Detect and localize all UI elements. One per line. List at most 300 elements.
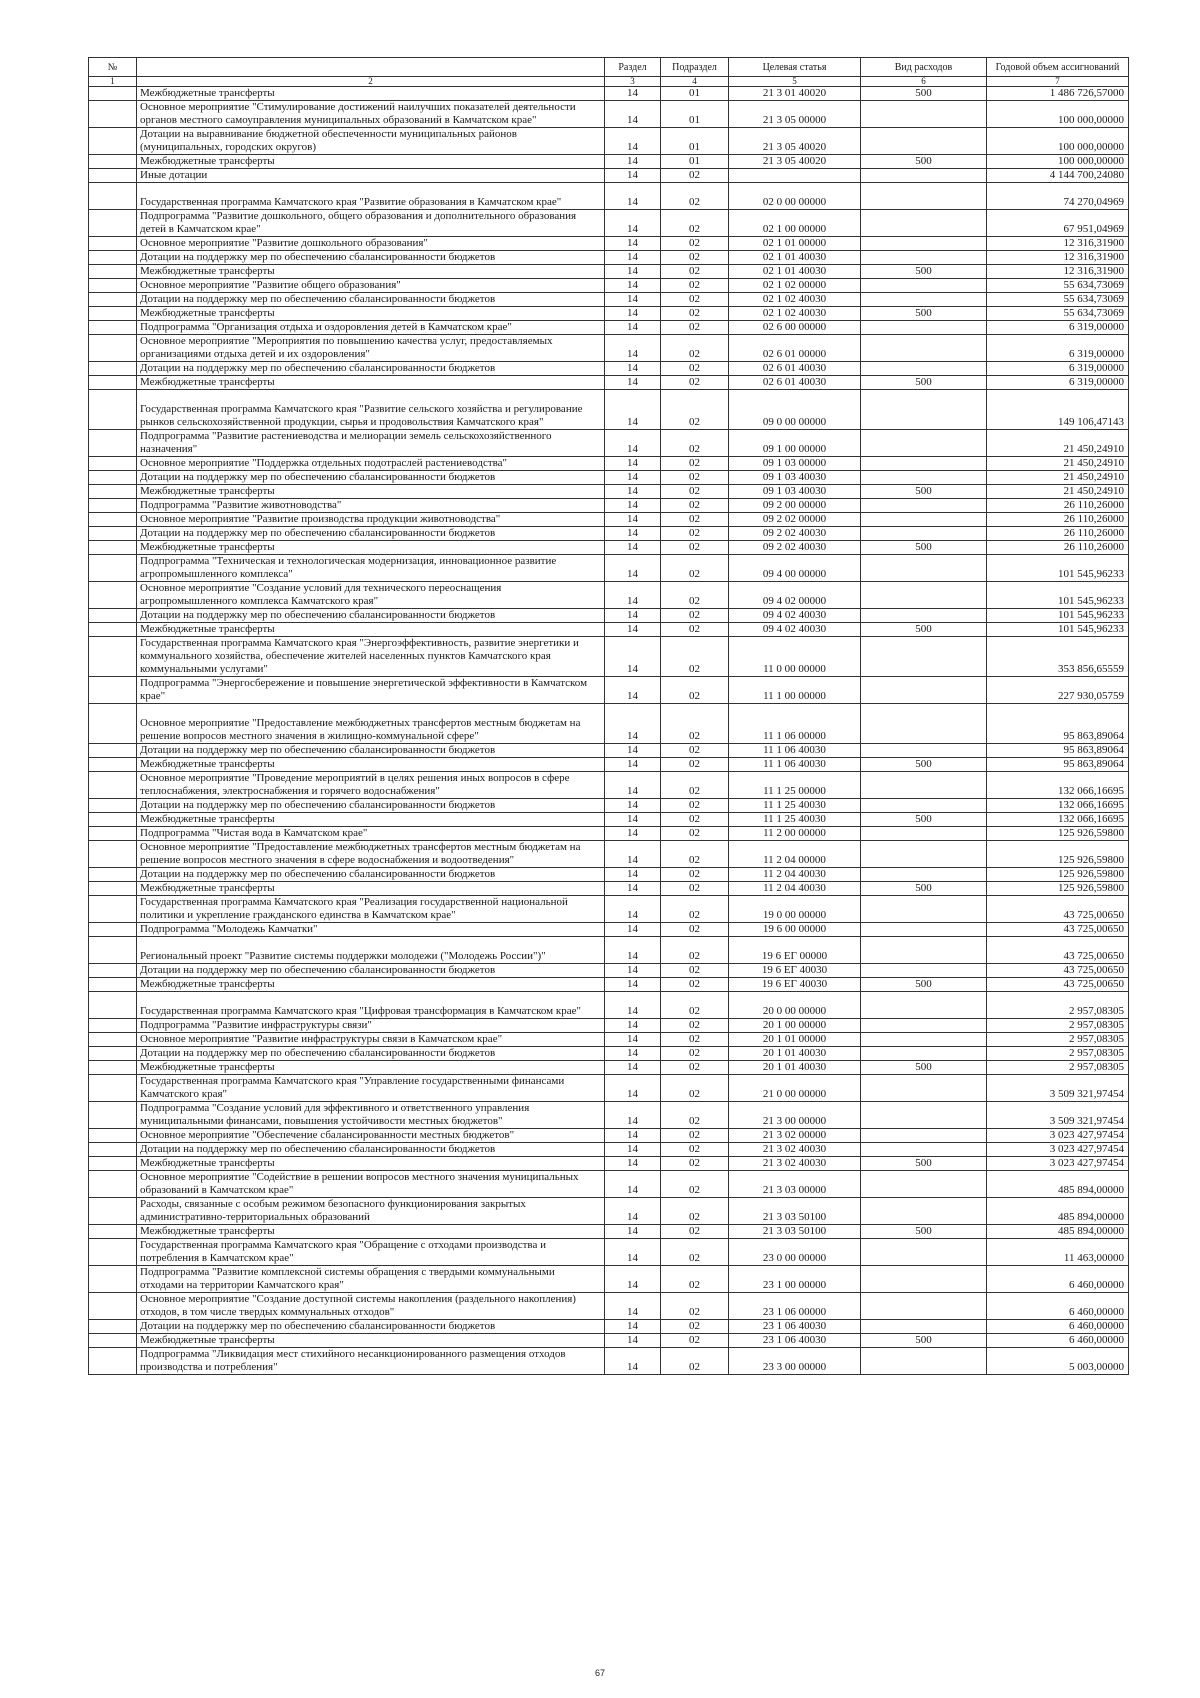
cell-amount: 2 957,08305 — [987, 1019, 1129, 1033]
cell-razdel: 14 — [605, 87, 661, 101]
cell-num — [89, 183, 137, 210]
table-row — [89, 623, 1129, 637]
cell-vid — [861, 513, 987, 527]
cell-amount: 3 023 427,97454 — [987, 1143, 1129, 1157]
cell-podrazdel: 02 — [661, 1075, 729, 1102]
table-row — [89, 390, 1129, 430]
cell-podrazdel: 02 — [661, 896, 729, 923]
cell-razdel: 14 — [605, 390, 661, 430]
cell-podrazdel: 02 — [661, 1348, 729, 1375]
cell-num — [89, 799, 137, 813]
cell-num — [89, 992, 137, 1019]
cell-podrazdel: 02 — [661, 637, 729, 677]
cell-podrazdel: 02 — [661, 1320, 729, 1334]
header-row — [89, 58, 1129, 77]
table-row — [89, 457, 1129, 471]
cell-num — [89, 279, 137, 293]
cell-razdel: 14 — [605, 293, 661, 307]
cell-razdel: 14 — [605, 251, 661, 265]
cell-name: Основное мероприятие "Стимулирование достижений наилучших показателей деятельности органов местного самоуправления муниципальных образований в Камчатском крае" — [137, 101, 605, 128]
cell-num — [89, 1293, 137, 1320]
cell-name: Дотации на поддержку мер по обеспечению сбалансированности бюджетов — [137, 799, 605, 813]
cell-podrazdel: 02 — [661, 376, 729, 390]
cell-razdel: 14 — [605, 169, 661, 183]
cell-celevaya: 02 1 02 00000 — [729, 279, 861, 293]
cell-podrazdel: 02 — [661, 1266, 729, 1293]
cell-amount: 2 957,08305 — [987, 1033, 1129, 1047]
cell-vid — [861, 457, 987, 471]
table-row — [89, 362, 1129, 376]
cell-celevaya: 09 2 02 00000 — [729, 513, 861, 527]
cell-num — [89, 362, 137, 376]
cell-razdel: 14 — [605, 758, 661, 772]
cell-razdel: 14 — [605, 704, 661, 744]
cell-podrazdel: 02 — [661, 1019, 729, 1033]
cell-podrazdel: 02 — [661, 169, 729, 183]
cell-celevaya: 23 1 06 40030 — [729, 1320, 861, 1334]
cell-celevaya: 23 1 00 00000 — [729, 1266, 861, 1293]
cell-num — [89, 882, 137, 896]
table-row — [89, 293, 1129, 307]
table-row — [89, 1266, 1129, 1293]
cell-amount: 55 634,73069 — [987, 293, 1129, 307]
cell-amount: 43 725,00650 — [987, 964, 1129, 978]
cell-razdel: 14 — [605, 923, 661, 937]
cell-amount: 6 460,00000 — [987, 1320, 1129, 1334]
cell-celevaya: 20 1 01 40030 — [729, 1061, 861, 1075]
cell-razdel: 14 — [605, 799, 661, 813]
cell-num — [89, 758, 137, 772]
cell-amount: 1 486 726,57000 — [987, 87, 1129, 101]
cell-razdel: 14 — [605, 555, 661, 582]
cell-razdel: 14 — [605, 1033, 661, 1047]
cell-name: Межбюджетные трансферты — [137, 623, 605, 637]
cell-razdel: 14 — [605, 1239, 661, 1266]
cell-amount: 132 066,16695 — [987, 799, 1129, 813]
table-row — [89, 992, 1129, 1019]
cell-num — [89, 265, 137, 279]
table-row — [89, 541, 1129, 555]
cell-num — [89, 923, 137, 937]
cell-num — [89, 210, 137, 237]
header-number-7: 7 — [987, 77, 1129, 87]
cell-amount: 101 545,96233 — [987, 555, 1129, 582]
cell-podrazdel: 02 — [661, 978, 729, 992]
cell-razdel: 14 — [605, 335, 661, 362]
table-row — [89, 1348, 1129, 1375]
table-row — [89, 637, 1129, 677]
table-row — [89, 868, 1129, 882]
table-row — [89, 430, 1129, 457]
cell-num — [89, 896, 137, 923]
cell-amount: 55 634,73069 — [987, 279, 1129, 293]
cell-razdel: 14 — [605, 937, 661, 964]
cell-podrazdel: 02 — [661, 992, 729, 1019]
cell-vid — [861, 1293, 987, 1320]
cell-amount: 227 930,05759 — [987, 677, 1129, 704]
cell-amount: 101 545,96233 — [987, 609, 1129, 623]
table-row — [89, 513, 1129, 527]
cell-num — [89, 155, 137, 169]
cell-podrazdel: 02 — [661, 362, 729, 376]
table-row — [89, 307, 1129, 321]
cell-celevaya: 19 0 00 00000 — [729, 896, 861, 923]
cell-name: Межбюджетные трансферты — [137, 1334, 605, 1348]
table-row — [89, 1239, 1129, 1266]
header-number-5: 5 — [729, 77, 861, 87]
cell-num — [89, 251, 137, 265]
cell-vid — [861, 293, 987, 307]
cell-vid — [861, 744, 987, 758]
cell-vid — [861, 704, 987, 744]
cell-razdel: 14 — [605, 882, 661, 896]
cell-podrazdel: 02 — [661, 964, 729, 978]
cell-name: Подпрограмма "Развитие растениеводства и мелиорации земель сельскохозяйственного назначения" — [137, 430, 605, 457]
cell-name: Государственная программа Камчатского края "Управление государственными финансами Камчатского края" — [137, 1075, 605, 1102]
cell-podrazdel: 01 — [661, 128, 729, 155]
header-celevaya: Целевая статья — [729, 58, 861, 77]
cell-vid — [861, 609, 987, 623]
cell-vid — [861, 1198, 987, 1225]
cell-num — [89, 1239, 137, 1266]
cell-razdel: 14 — [605, 1061, 661, 1075]
cell-podrazdel: 02 — [661, 541, 729, 555]
page-number: 67 — [594, 1668, 605, 1678]
cell-celevaya: 09 1 00 00000 — [729, 430, 861, 457]
cell-num — [89, 1334, 137, 1348]
cell-vid — [861, 210, 987, 237]
cell-razdel: 14 — [605, 362, 661, 376]
header-number-1: 1 — [89, 77, 137, 87]
cell-num — [89, 1348, 137, 1375]
cell-name: Основное мероприятие "Развитие общего образования" — [137, 279, 605, 293]
cell-vid — [861, 1266, 987, 1293]
cell-celevaya: 23 3 00 00000 — [729, 1348, 861, 1375]
cell-celevaya: 11 1 25 40030 — [729, 799, 861, 813]
cell-celevaya: 19 6 ЕГ 00000 — [729, 937, 861, 964]
cell-vid — [861, 183, 987, 210]
cell-celevaya: 02 6 01 40030 — [729, 376, 861, 390]
cell-celevaya: 11 1 00 00000 — [729, 677, 861, 704]
cell-num — [89, 744, 137, 758]
cell-num — [89, 499, 137, 513]
cell-podrazdel: 02 — [661, 307, 729, 321]
cell-celevaya: 09 2 00 00000 — [729, 499, 861, 513]
cell-vid — [861, 1075, 987, 1102]
cell-num — [89, 772, 137, 799]
cell-amount: 21 450,24910 — [987, 485, 1129, 499]
cell-celevaya: 11 2 04 40030 — [729, 882, 861, 896]
cell-amount: 6 319,00000 — [987, 335, 1129, 362]
cell-vid — [861, 637, 987, 677]
cell-num — [89, 582, 137, 609]
cell-name: Межбюджетные трансферты — [137, 376, 605, 390]
cell-razdel: 14 — [605, 1334, 661, 1348]
cell-num — [89, 677, 137, 704]
cell-name: Дотации на поддержку мер по обеспечению сбалансированности бюджетов — [137, 964, 605, 978]
cell-amount: 100 000,00000 — [987, 101, 1129, 128]
cell-podrazdel: 02 — [661, 430, 729, 457]
cell-num — [89, 704, 137, 744]
cell-name: Дотации на поддержку мер по обеспечению сбалансированности бюджетов — [137, 868, 605, 882]
cell-name: Основное мероприятие "Развитие инфраструктуры связи в Камчатском крае" — [137, 1033, 605, 1047]
cell-name: Подпрограмма "Развитие комплексной системы обращения с твердыми коммунальными отходами на территории Камчатского края" — [137, 1266, 605, 1293]
table-row — [89, 1047, 1129, 1061]
table-row — [89, 169, 1129, 183]
cell-celevaya — [729, 169, 861, 183]
cell-name: Государственная программа Камчатского края "Реализация государственной национальной политики и укрепление гражданского единства в Камчатском крае" — [137, 896, 605, 923]
cell-amount: 43 725,00650 — [987, 896, 1129, 923]
cell-podrazdel: 02 — [661, 210, 729, 237]
cell-vid: 500 — [861, 307, 987, 321]
table-row — [89, 321, 1129, 335]
cell-name: Дотации на поддержку мер по обеспечению сбалансированности бюджетов — [137, 251, 605, 265]
cell-razdel: 14 — [605, 744, 661, 758]
cell-amount: 21 450,24910 — [987, 430, 1129, 457]
cell-vid: 500 — [861, 265, 987, 279]
cell-num — [89, 555, 137, 582]
table-row — [89, 1334, 1129, 1348]
cell-num — [89, 637, 137, 677]
cell-celevaya: 19 6 ЕГ 40030 — [729, 978, 861, 992]
cell-name: Основное мероприятие "Развитие производства продукции животноводства" — [137, 513, 605, 527]
cell-name: Государственная программа Камчатского края "Развитие сельского хозяйства и регулирование рынков сельскохозяйственной продукции, сырья и продовольствия Камчатского края" — [137, 390, 605, 430]
table-row — [89, 677, 1129, 704]
cell-razdel: 14 — [605, 237, 661, 251]
cell-razdel: 14 — [605, 155, 661, 169]
cell-amount: 100 000,00000 — [987, 155, 1129, 169]
cell-razdel: 14 — [605, 1143, 661, 1157]
cell-vid — [861, 1143, 987, 1157]
cell-amount: 125 926,59800 — [987, 841, 1129, 868]
cell-celevaya: 02 6 01 00000 — [729, 335, 861, 362]
cell-vid: 500 — [861, 623, 987, 637]
cell-amount: 26 110,26000 — [987, 513, 1129, 527]
cell-razdel: 14 — [605, 1171, 661, 1198]
cell-num — [89, 376, 137, 390]
cell-celevaya: 21 3 02 40030 — [729, 1143, 861, 1157]
cell-vid — [861, 1129, 987, 1143]
cell-celevaya: 23 1 06 00000 — [729, 1293, 861, 1320]
cell-razdel: 14 — [605, 321, 661, 335]
cell-podrazdel: 01 — [661, 155, 729, 169]
cell-name: Подпрограмма "Организация отдыха и оздоровления детей в Камчатском крае" — [137, 321, 605, 335]
cell-celevaya: 21 3 02 00000 — [729, 1129, 861, 1143]
cell-vid — [861, 169, 987, 183]
cell-name: Государственная программа Камчатского края "Обращение с отходами производства и потребления в Камчатском крае" — [137, 1239, 605, 1266]
cell-num — [89, 335, 137, 362]
cell-vid — [861, 1047, 987, 1061]
cell-razdel: 14 — [605, 513, 661, 527]
cell-razdel: 14 — [605, 1075, 661, 1102]
cell-podrazdel: 02 — [661, 485, 729, 499]
cell-vid: 500 — [861, 1334, 987, 1348]
cell-celevaya: 21 3 01 40020 — [729, 87, 861, 101]
cell-podrazdel: 02 — [661, 265, 729, 279]
cell-num — [89, 541, 137, 555]
cell-podrazdel: 02 — [661, 1129, 729, 1143]
cell-name: Основное мероприятие "Развитие дошкольного образования" — [137, 237, 605, 251]
cell-razdel: 14 — [605, 471, 661, 485]
cell-razdel: 14 — [605, 457, 661, 471]
cell-amount: 6 460,00000 — [987, 1266, 1129, 1293]
cell-celevaya: 09 0 00 00000 — [729, 390, 861, 430]
cell-celevaya: 02 0 00 00000 — [729, 183, 861, 210]
cell-vid — [861, 279, 987, 293]
cell-celevaya: 21 3 05 00000 — [729, 101, 861, 128]
cell-razdel: 14 — [605, 1266, 661, 1293]
cell-num — [89, 237, 137, 251]
table-row — [89, 101, 1129, 128]
cell-razdel: 14 — [605, 609, 661, 623]
table-row — [89, 582, 1129, 609]
cell-podrazdel: 02 — [661, 1102, 729, 1129]
cell-vid: 500 — [861, 758, 987, 772]
cell-celevaya: 19 6 00 00000 — [729, 923, 861, 937]
header-number-2: 2 — [137, 77, 605, 87]
cell-celevaya: 11 2 00 00000 — [729, 827, 861, 841]
cell-razdel: 14 — [605, 430, 661, 457]
cell-name: Дотации на поддержку мер по обеспечению сбалансированности бюджетов — [137, 293, 605, 307]
table-row — [89, 155, 1129, 169]
cell-name: Межбюджетные трансферты — [137, 758, 605, 772]
cell-celevaya: 09 1 03 00000 — [729, 457, 861, 471]
cell-name: Государственная программа Камчатского края "Развитие образования в Камчатском крае" — [137, 183, 605, 210]
cell-vid: 500 — [861, 155, 987, 169]
cell-vid — [861, 964, 987, 978]
cell-amount: 43 725,00650 — [987, 937, 1129, 964]
cell-celevaya: 11 2 04 40030 — [729, 868, 861, 882]
cell-podrazdel: 02 — [661, 937, 729, 964]
cell-amount: 485 894,00000 — [987, 1171, 1129, 1198]
cell-podrazdel: 02 — [661, 1334, 729, 1348]
cell-amount: 43 725,00650 — [987, 978, 1129, 992]
cell-vid: 500 — [861, 1157, 987, 1171]
cell-razdel: 14 — [605, 841, 661, 868]
cell-razdel: 14 — [605, 637, 661, 677]
cell-razdel: 14 — [605, 279, 661, 293]
cell-vid — [861, 471, 987, 485]
cell-celevaya: 02 6 01 40030 — [729, 362, 861, 376]
cell-vid — [861, 677, 987, 704]
cell-celevaya: 23 0 00 00000 — [729, 1239, 861, 1266]
cell-razdel: 14 — [605, 1129, 661, 1143]
cell-celevaya: 11 1 25 00000 — [729, 772, 861, 799]
cell-name: Подпрограмма "Молодежь Камчатки" — [137, 923, 605, 937]
cell-name: Основное мероприятие "Проведение мероприятий в целях решения иных вопросов в сфере теплоснабжения, электроснабжения и горячего водоснабжения" — [137, 772, 605, 799]
cell-amount: 125 926,59800 — [987, 827, 1129, 841]
table-row — [89, 1033, 1129, 1047]
cell-razdel: 14 — [605, 1157, 661, 1171]
cell-name: Основное мероприятие "Предоставление межбюджетных трансфертов местным бюджетам на решение вопросов местного значения в сфере водоснабжения и водоотведения" — [137, 841, 605, 868]
table-row — [89, 1061, 1129, 1075]
cell-podrazdel: 02 — [661, 1239, 729, 1266]
cell-podrazdel: 02 — [661, 471, 729, 485]
cell-vid — [861, 101, 987, 128]
table-row — [89, 555, 1129, 582]
table-row — [89, 335, 1129, 362]
cell-vid — [861, 321, 987, 335]
cell-podrazdel: 02 — [661, 841, 729, 868]
cell-amount: 2 957,08305 — [987, 992, 1129, 1019]
cell-razdel: 14 — [605, 772, 661, 799]
cell-vid — [861, 237, 987, 251]
cell-vid — [861, 499, 987, 513]
cell-celevaya: 21 3 02 40030 — [729, 1157, 861, 1171]
table-row — [89, 128, 1129, 155]
cell-podrazdel: 02 — [661, 390, 729, 430]
cell-razdel: 14 — [605, 827, 661, 841]
cell-name: Межбюджетные трансферты — [137, 813, 605, 827]
cell-amount: 3 023 427,97454 — [987, 1129, 1129, 1143]
cell-podrazdel: 02 — [661, 321, 729, 335]
cell-num — [89, 827, 137, 841]
cell-podrazdel: 02 — [661, 335, 729, 362]
cell-amount: 485 894,00000 — [987, 1225, 1129, 1239]
cell-podrazdel: 02 — [661, 555, 729, 582]
cell-vid — [861, 555, 987, 582]
cell-num — [89, 623, 137, 637]
cell-amount: 3 023 427,97454 — [987, 1157, 1129, 1171]
cell-vid: 500 — [861, 376, 987, 390]
cell-amount: 95 863,89064 — [987, 758, 1129, 772]
cell-podrazdel: 02 — [661, 623, 729, 637]
cell-vid — [861, 335, 987, 362]
table-row — [89, 1075, 1129, 1102]
cell-vid — [861, 868, 987, 882]
cell-vid — [861, 1348, 987, 1375]
cell-celevaya: 11 1 06 40030 — [729, 744, 861, 758]
cell-vid: 500 — [861, 1225, 987, 1239]
cell-amount: 55 634,73069 — [987, 307, 1129, 321]
cell-name: Основное мероприятие "Создание доступной системы накопления (раздельного накопления) отходов, в том числе твердых коммунальных отходов" — [137, 1293, 605, 1320]
cell-num — [89, 1143, 137, 1157]
cell-celevaya: 20 0 00 00000 — [729, 992, 861, 1019]
cell-celevaya: 02 1 01 40030 — [729, 251, 861, 265]
table-row — [89, 1143, 1129, 1157]
cell-razdel: 14 — [605, 499, 661, 513]
cell-celevaya: 09 4 02 00000 — [729, 582, 861, 609]
cell-vid — [861, 923, 987, 937]
cell-num — [89, 471, 137, 485]
cell-amount: 6 319,00000 — [987, 362, 1129, 376]
table-row — [89, 1102, 1129, 1129]
cell-celevaya: 02 6 00 00000 — [729, 321, 861, 335]
cell-name: Дотации на поддержку мер по обеспечению сбалансированности бюджетов — [137, 744, 605, 758]
cell-num — [89, 1157, 137, 1171]
cell-vid — [861, 896, 987, 923]
cell-num — [89, 527, 137, 541]
cell-name: Межбюджетные трансферты — [137, 1225, 605, 1239]
cell-name: Расходы, связанные с особым режимом безопасного функционирования закрытых административно-территориальных образований — [137, 1198, 605, 1225]
cell-celevaya: 09 1 03 40030 — [729, 471, 861, 485]
cell-celevaya: 21 3 05 40020 — [729, 155, 861, 169]
cell-name: Межбюджетные трансферты — [137, 307, 605, 321]
cell-podrazdel: 01 — [661, 101, 729, 128]
table-row — [89, 923, 1129, 937]
cell-podrazdel: 02 — [661, 704, 729, 744]
table-row — [89, 744, 1129, 758]
cell-amount: 353 856,65559 — [987, 637, 1129, 677]
cell-vid: 500 — [861, 485, 987, 499]
cell-vid — [861, 1171, 987, 1198]
cell-num — [89, 430, 137, 457]
cell-num — [89, 1019, 137, 1033]
cell-name: Подпрограмма "Развитие животноводства" — [137, 499, 605, 513]
cell-celevaya: 21 3 05 40020 — [729, 128, 861, 155]
header-num: № — [89, 58, 137, 77]
cell-num — [89, 1320, 137, 1334]
